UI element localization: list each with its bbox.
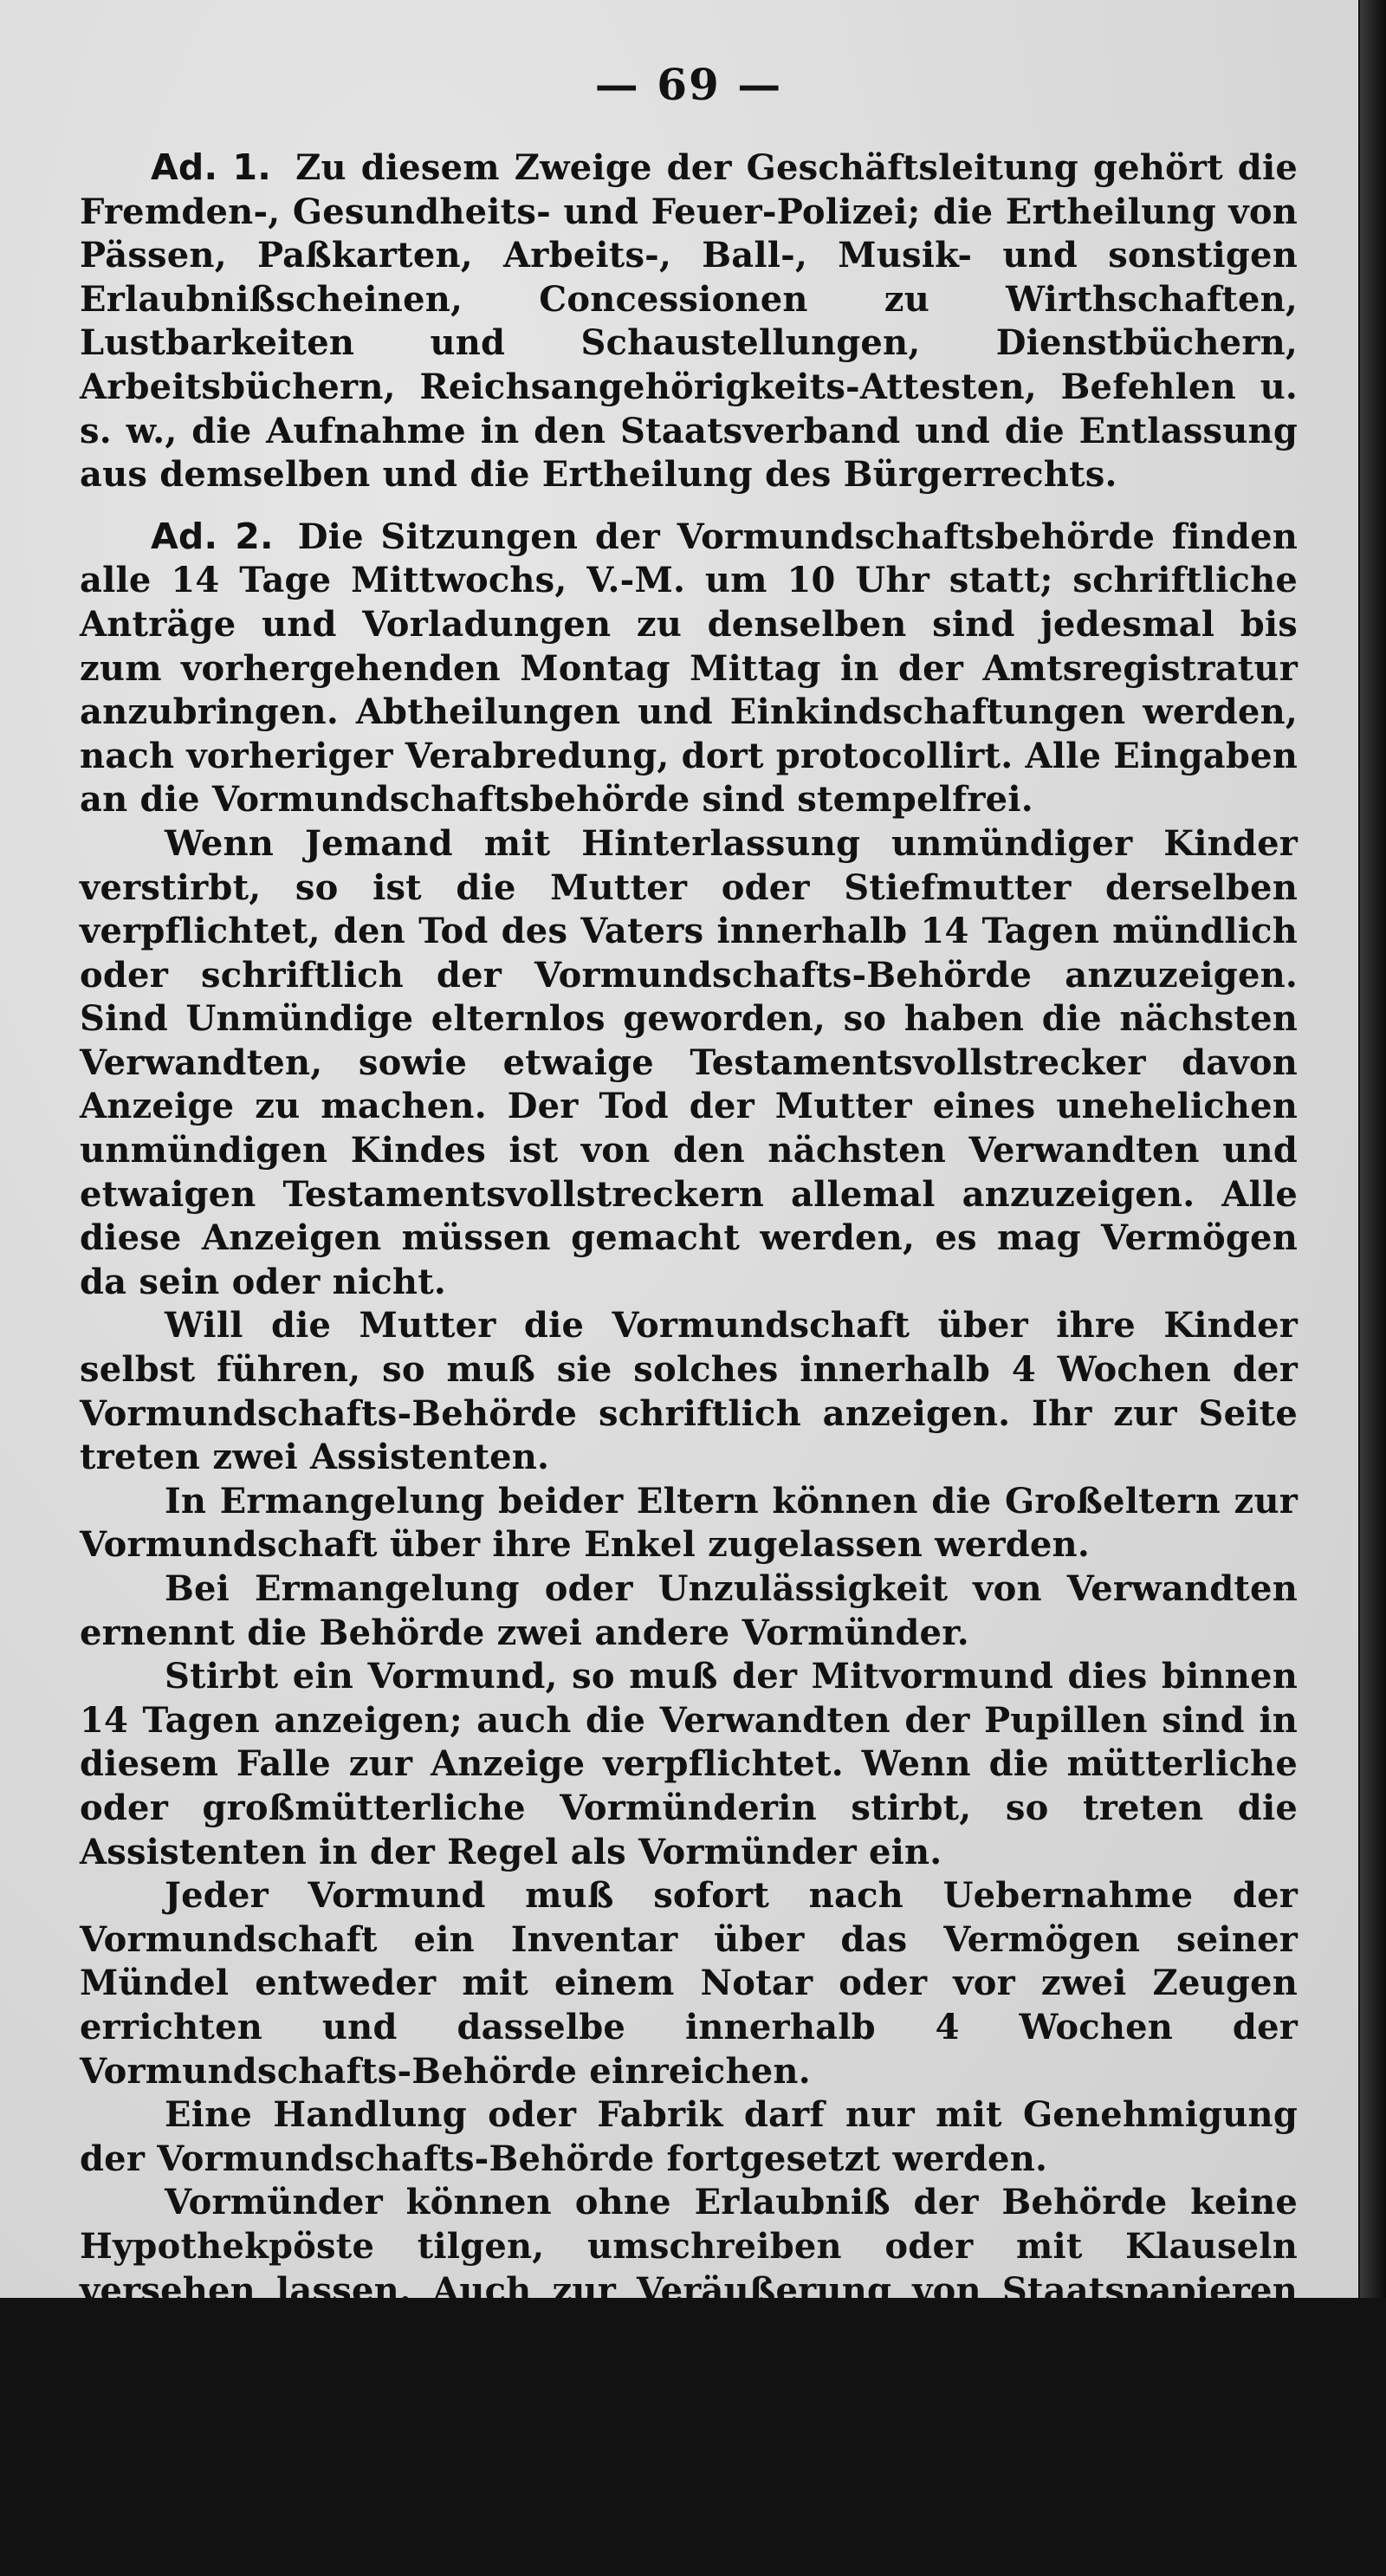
page-number: — 69 — (594, 59, 783, 110)
paragraph: Will die Mutter die Vormundschaft über ihre Kinder selbst führen, so muß sie solches innerhalb 4 Wochen der Vormundschafts-Behörde schriftlich anzeigen. Ihr zur Seite treten zwei Assistenten. (80, 1305, 1298, 1478)
paragraph: Jeder Vormund muß sofort nach Uebernahme der Vormundschaft ein Inventar über das Vermögen seiner Mündel entweder mit einem Notar oder vor zwei Zeugen errichten und dasselbe innerhalb 4 Wochen der Vormundschafts-Behörde einreichen. (80, 1875, 1298, 2092)
paragraph: Bei Ermangelung oder Unzulässigkeit von Verwandten ernennt die Behörde zwei andere Vormünder. (80, 1568, 1298, 1653)
paragraph: In Ermangelung beider Eltern können die Großeltern zur Vormundschaft über ihre Enkel zugelassen werden. (80, 1480, 1298, 1566)
section-label-ad1: Ad. 1. (151, 146, 272, 188)
paragraph: Stirbt ein Vormund, so muß der Mitvormund dies binnen 14 Tagen anzeigen; auch die Verwandten der Pupillen sind in diesem Falle zur Anzeige verpflichtet. Wenn die mütterliche oder großmütterliche Vormünderin stirbt, so treten die Assistenten in der Regel als Vormünder ein. (80, 1656, 1298, 1872)
paragraph: Eine Handlung oder Fabrik darf nur mit Genehmigung der Vormundschafts-Behörde fortgesetzt werden. (80, 2094, 1298, 2179)
paragraph: Jeder verwaltende Vormund hat ein Vormünderbuch zu führen. Der nicht administrirende Vormund kann zu jeder Zeit bei der Vormundschafts-Behörde auf Rechnungsablage des verwaltenden Vormundes antragen. (80, 2401, 1298, 2574)
paragraph: Vormünder können ohne Erlaubniß der Behörde keine Hypothekpöste tilgen, umschreiben oder mit Klauseln versehen lassen. Auch zur Veräußerung von Staatspapieren und Erhebung von bei der Sparkasse belegten Geldern bedürfen sie der Zustimmung der Behörde. (80, 2182, 1298, 2398)
section-text-ad1: Zu diesem Zweige der Geschäftsleitung gehört die Fremden-, Gesundheits- und Feuer-Polizei; die Ertheilung von Pässen, Paßkarten, Arbeits-, Ball-, Musik- und sonstigen Erlaubnißscheinen, Concessionen zu Wirthschaften, Lustbarkeiten und Schaustellungen, Dienstbüchern, Arbeitsbüchern, Reichsangehörigkeits-Attesten, Befehlen u. s. w., die Aufnahme in den Staatsverband und die Entlassung aus demselben und die Ertheilung des Bürgerrechts. (80, 147, 1299, 496)
paragraph: Wenn Jemand mit Hinterlassung unmündiger Kinder verstirbt, so ist die Mutter oder Stiefmutter derselben verpflichtet, den Tod des Vaters innerhalb 14 Tagen mündlich oder schriftlich der Vormundschafts-Behörde anzuzeigen. Sind Unmündige elternlos geworden, so haben die nächsten Verwandten, sowie etwaige Testamentsvollstrecker davon Anzeige zu machen. Der Tod der Mutter eines unehelichen unmündigen Kindes ist von den nächsten Verwandten und etwaigen Testamentsvollstreckern allemal anzuzeigen. Alle diese Anzeigen müssen gemacht werden, es mag Vermögen da sein oder nicht. (80, 822, 1298, 1302)
scan-edge (1360, 0, 1386, 2298)
section-label-ad2: Ad. 2. (151, 515, 274, 557)
section-ad1 (80, 146, 1298, 497)
section-ad2 (80, 515, 1298, 822)
section-text-ad2: Die Sitzungen der Vormundschaftsbehörde finden alle 14 Tage Mittwochs, V.-M. um 10 Uhr statt; schriftliche Anträge und Vorladungen zu denselben sind jedesmal bis zum vorhergehenden Montag Mittag in der Amtsregistratur anzubringen. Abtheilungen und Einkindschaftungen werden, nach vorheriger Verabredung, dort protocollirt. Alle Eingaben an die Vormundschaftsbehörde sind stempelfrei. (80, 516, 1299, 821)
